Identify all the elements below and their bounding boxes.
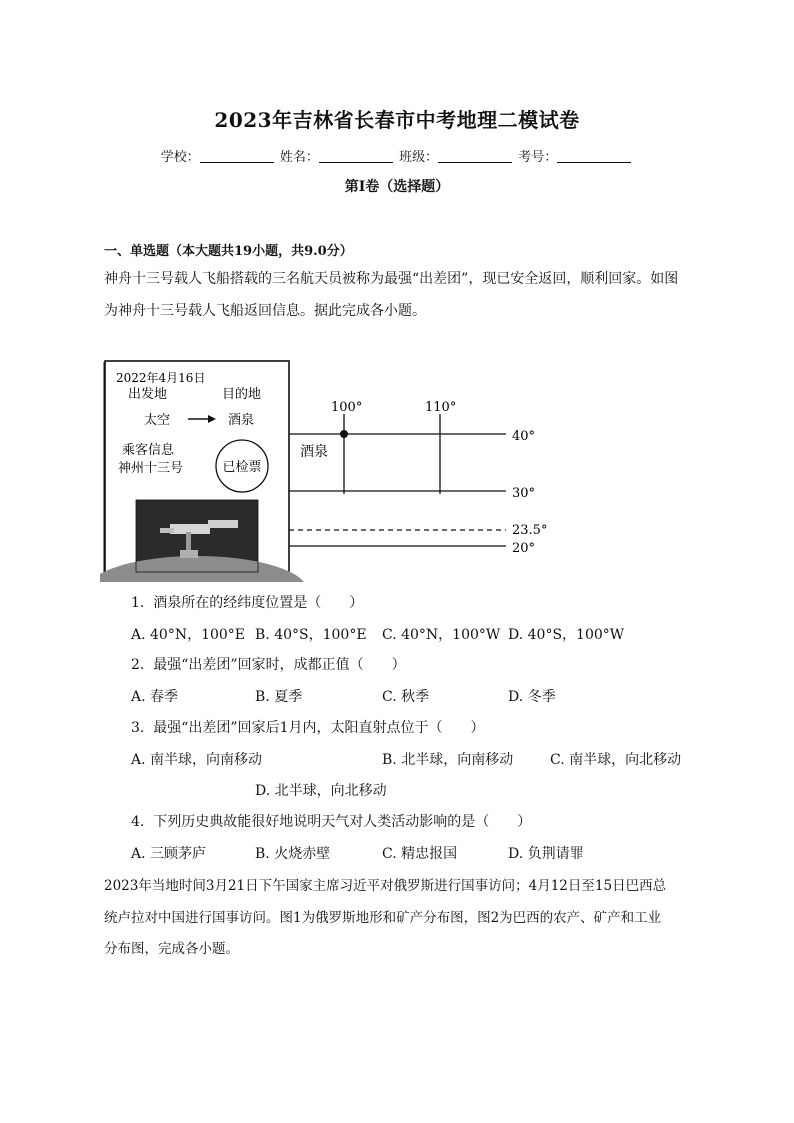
question-4-num: 4.	[131, 814, 145, 830]
q2-option-c[interactable]: C. 秋季	[382, 689, 430, 705]
question-2-text: 最强“出差团”回家时，成都正值（ ）	[153, 657, 406, 673]
intro2-line2: 统卢拉对中国进行国事访问。图1为俄罗斯地形和矿产分布图，图2为巴西的农产、矿产和工业	[104, 910, 662, 926]
ticket-stamp: 已检票	[222, 460, 262, 475]
ticket-passenger: 神州十三号	[118, 461, 184, 476]
lat-23-5-label: 23.5°	[512, 523, 548, 538]
ticket-arrow-icon	[208, 415, 216, 423]
q4-option-a[interactable]: A. 三顾茅庐	[131, 846, 207, 862]
lat-30-label: 30°	[512, 486, 536, 501]
question-4-text: 下列历史典故能很好地说明天气对人类活动影响的是（ ）	[153, 814, 532, 830]
jiuquan-label: 酒泉	[300, 444, 328, 460]
q1-option-a[interactable]: A. 40°N，100°E	[131, 627, 246, 643]
question-4	[131, 811, 531, 831]
q2-option-b[interactable]: B. 夏季	[255, 689, 303, 705]
q1-option-c[interactable]: C. 40°N，100°W	[382, 627, 501, 643]
question-1-text: 酒泉所在的经纬度位置是（ ）	[153, 595, 364, 611]
student-info-line	[0, 146, 794, 165]
section-heading: 一、单选题（本大题共19小题，共9.0分）	[104, 244, 353, 259]
ticket-passenger-label: 乘客信息	[122, 443, 175, 458]
question-3-text: 最强“出差团”回家后1月内，太阳直射点位于（ ）	[153, 720, 485, 736]
school-blank[interactable]	[200, 149, 274, 163]
question-1	[131, 592, 363, 612]
ticket-to: 酒泉	[228, 413, 255, 428]
name-label: 姓名：	[279, 150, 319, 165]
school-label: 学校：	[160, 150, 200, 165]
lon-100-label: 100°	[331, 400, 363, 415]
return-info-figure	[100, 358, 560, 582]
name-blank[interactable]	[319, 149, 393, 163]
q3-option-d[interactable]: D. 北半球，向北移动	[255, 783, 387, 799]
number-label: 考号：	[518, 150, 558, 165]
class-label: 班级：	[399, 150, 439, 165]
ticket-to-label: 目的地	[222, 387, 262, 402]
volume-heading: 第I卷（选择题）	[344, 179, 450, 195]
intro1-line1: 神舟十三号载人飞船搭载的三名航天员被称为最强“出差团”，现已安全返回，顺利回家。如图	[104, 271, 679, 287]
lat-20-label: 20°	[512, 541, 536, 556]
q1-option-b[interactable]: B. 40°S，100°E	[255, 627, 367, 643]
question-1-num: 1.	[131, 595, 145, 611]
q2-option-a[interactable]: A. 春季	[131, 689, 179, 705]
ticket-date: 2022年4月16日	[116, 371, 206, 385]
space-station-photo	[100, 500, 307, 582]
q3-option-b[interactable]: B. 北半球，向南移动	[382, 752, 514, 768]
question-2-num: 2.	[131, 657, 145, 673]
q4-option-b[interactable]: B. 火烧赤壁	[255, 846, 331, 862]
question-3-num: 3.	[131, 720, 145, 736]
intro1-line2: 为神舟十三号载人飞船返回信息。据此完成各小题。	[104, 303, 426, 319]
q3-option-a[interactable]: A. 南半球，向南移动	[131, 752, 263, 768]
number-blank[interactable]	[557, 149, 631, 163]
intro2-line1: 2023年当地时间3月21日下午国家主席习近平对俄罗斯进行国事访问；4月12日至15日巴西总	[104, 878, 667, 894]
ticket-from-label: 出发地	[128, 387, 168, 402]
q3-option-c[interactable]: C. 南半球，向北移动	[550, 752, 682, 768]
ticket-from: 太空	[144, 413, 171, 428]
page-title: 2023年吉林省长春市中考地理二模试卷	[214, 108, 580, 132]
q2-option-d[interactable]: D. 冬季	[508, 689, 556, 705]
class-blank[interactable]	[438, 149, 512, 163]
jiuquan-point	[340, 430, 348, 438]
lat-40-label: 40°	[512, 429, 536, 444]
question-2	[131, 654, 406, 674]
q4-option-d[interactable]: D. 负荆请罪	[508, 846, 584, 862]
q1-option-d[interactable]: D. 40°S，100°W	[508, 627, 625, 643]
lon-110-label: 110°	[425, 400, 457, 415]
question-3	[131, 717, 485, 737]
q4-option-c[interactable]: C. 精忠报国	[382, 846, 458, 862]
intro2-line3: 分布图，完成各小题。	[104, 941, 239, 957]
